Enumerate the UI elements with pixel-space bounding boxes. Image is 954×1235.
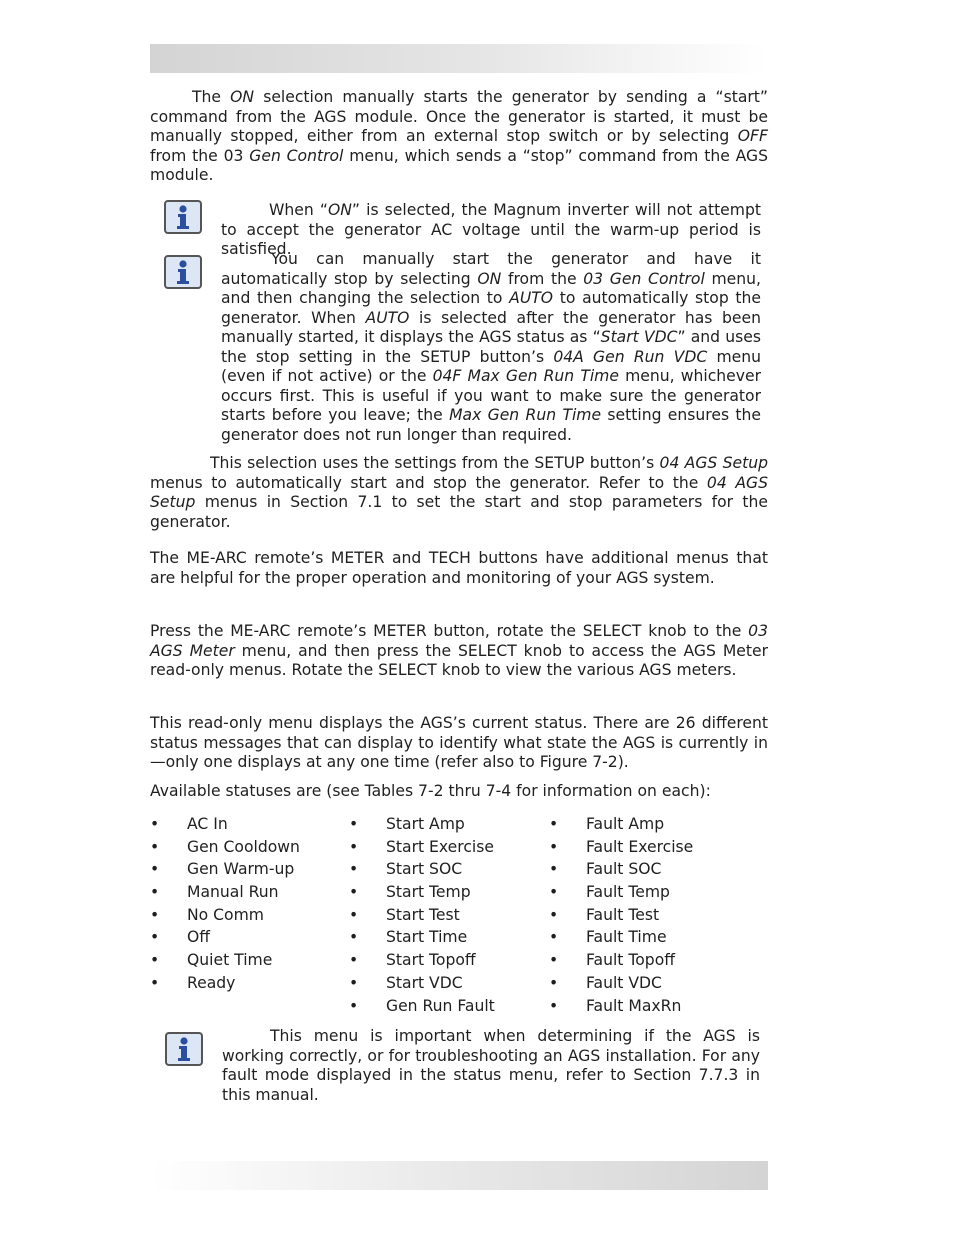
list-item: • Fault Time — [549, 928, 667, 947]
status-list-column-2 — [349, 813, 539, 1017]
list-item: • Fault MaxRn — [549, 996, 682, 1015]
info-icon — [165, 1032, 203, 1066]
list-item: • Start Amp — [349, 815, 465, 833]
list-item: • Fault Amp — [549, 815, 665, 833]
list-item: • Start Time — [349, 928, 468, 947]
list-item: • Start Temp — [349, 883, 471, 902]
list-item: • Fault VDC — [549, 973, 662, 992]
auto-selection-paragraph: This selection uses the settings from the SETUP button’s 04 AGS Setup menus to automatically start and stop the generator. Refer to the 04 AGS Setup menus in Section 7.1 to set the start and stop parameters for the generator. — [150, 454, 769, 531]
list-item: • Manual Run — [150, 883, 279, 902]
list-item: • Quiet Time — [150, 951, 273, 970]
list-item: • Off — [150, 928, 211, 947]
list-item: • Fault SOC — [549, 860, 662, 879]
list-item: • Start SOC — [349, 860, 463, 879]
footer-bar — [150, 1161, 768, 1190]
list-item: • Gen Warm-up — [150, 860, 295, 879]
list-item: • Start VDC — [349, 973, 463, 992]
status-list-column-1 — [150, 813, 330, 995]
ags-meter-access-paragraph: Press the ME-ARC remote’s METER button, rotate the SELECT knob to the 03 AGS Meter menu, and then press the SELECT knob to access the AGS Meter read-only menus. Rotate the SELECT knob to view the various AGS meters. — [150, 622, 768, 679]
list-item: • No Comm — [150, 905, 264, 924]
header-bar — [150, 44, 768, 73]
list-item: • Gen Cooldown — [150, 837, 300, 856]
info-icon — [164, 255, 202, 289]
list-item: • Start Test — [349, 905, 460, 924]
list-item: • Gen Run Fault — [349, 996, 495, 1015]
list-item: • Start Topoff — [349, 951, 476, 970]
available-statuses-intro: Available statuses are (see Tables 7-2 thru 7-4 for information on each): — [150, 782, 711, 800]
list-item: • Fault Exercise — [549, 837, 694, 856]
list-item: • Ready — [150, 973, 236, 992]
list-item: • Fault Temp — [549, 883, 670, 902]
list-item: • Fault Test — [549, 905, 660, 924]
note-manual-start-auto-stop: You can manually start the generator and have it automatically stop by selecting ON from the 03 Gen Control menu, and then changing the selection to AUTO to automatically stop the generator. When AUTO is selected after the generator has been manually started, it displays the AGS status as “Start VDC” and uses the stop setting in the SETUP button’s 04A Gen Run VDC menu (even if not active) or the 04F Max Gen Run Time menu, whichever occurs first. This is useful if you want to make sure the generator starts before you leave; the Max Gen Run Time setting ensures the generator does not run longer than required. — [221, 250, 762, 444]
meter-tech-intro-paragraph: The ME-ARC remote’s METER and TECH buttons have additional menus that are helpful for the proper operation and monitoring of your AGS system. — [150, 549, 768, 587]
note-on-warmup: When “ON” is selected, the Magnum inverter will not attempt to accept the generator AC voltage until the warm-up period is satisfied. — [221, 201, 761, 258]
status-menu-paragraph: This read-only menu displays the AGS’s current status. There are 26 different status messages that can display to identify what state the AGS is currently in—only one displays at any one time (refer also to Figure 7-2). — [150, 714, 768, 771]
list-item: • Fault Topoff — [549, 951, 675, 970]
status-list-column-3 — [549, 813, 749, 1017]
info-icon — [164, 200, 202, 234]
note-status-troubleshooting: This menu is important when determining if the AGS is working correctly, or for troubleshooting an AGS installation. For any fault mode displayed in the status menu, refer to Section 7.7.3 in this manual. — [222, 1027, 760, 1104]
list-item: • AC In — [150, 815, 228, 833]
on-selection-paragraph: The ON selection manually starts the generator by sending a “start” command from the AGS module. Once the generator is started, it must be manually stopped, either from an external stop switch or by selecting OFF from the 03 Gen Control menu, which sends a “stop” command from the AGS module. — [150, 88, 769, 184]
list-item: • Start Exercise — [349, 837, 494, 856]
